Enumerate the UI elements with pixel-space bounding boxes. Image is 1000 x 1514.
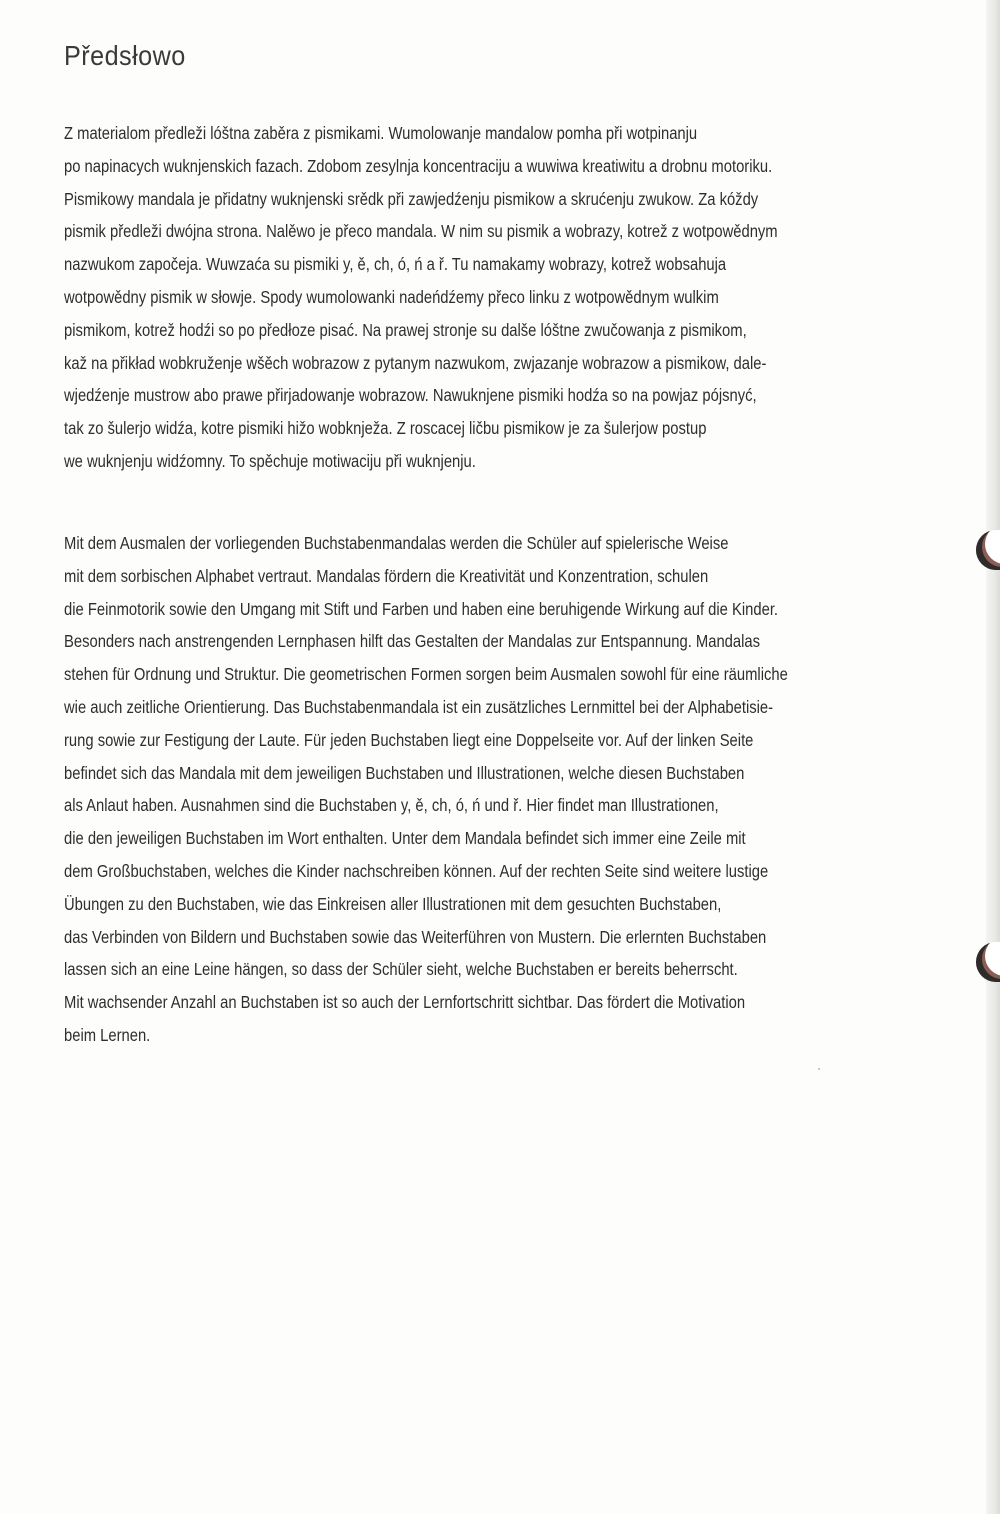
binder-hole-top [976,530,1000,570]
sorbian-line: kaž na přikład wobkruženje wšěch wobrazow z pytanym nazwukom, zwjazanje wobrazow a pismikow, dale- [64,352,767,373]
german-line: stehen für Ordnung und Struktur. Die geometrischen Formen sorgen beim Ausmalen sowohl für eine räumliche [64,664,788,685]
german-line: rung sowie zur Festigung der Laute. Für jeden Buchstaben liegt eine Doppelseite vor. Auf der linken Seite [64,729,754,750]
german-line: Mit dem Ausmalen der vorliegenden Buchstabenmandalas werden die Schüler auf spielerische Weise [64,533,729,553]
german-line: wie auch zeitliche Orientierung. Das Buchstabenmandala ist ein zusätzliches Lernmittel bei der Alphabetisie- [64,696,774,717]
sorbian-paragraph [64,117,924,478]
german-line: beim Lernen. [64,1024,151,1045]
german-line: befindet sich das Mandala mit dem jeweiligen Buchstaben und Illustrationen, welche diesen Buchstaben [64,762,745,783]
sorbian-line: we wuknjenju widźomny. To spěchuje motiwaciju při wuknjenju. [64,450,476,471]
german-paragraph [64,527,924,1052]
german-line: das Verbinden von Bildern und Buchstaben sowie das Weiterführen von Mustern. Die erlernten Buchstaben [64,926,767,947]
german-line: die Feinmotorik sowie den Umgang mit Stift und Farben und haben eine beruhigende Wirkung auf die Kinder. [64,598,779,619]
german-line: die den jeweiligen Buchstaben im Wort enthalten. Unter dem Mandala befindet sich immer eine Zeile mit [64,828,746,849]
page-edge [986,0,1000,1514]
sorbian-line: tak zo šulerjo widźa, kotre pismiki hižo wobknježa. Z roscacej ličbu pismikow je za šulerjow postup [64,418,707,439]
sorbian-line: Pismikowy mandala je přidatny wuknjenski srědk při zawjedźenju pismikow a skrućenju zwukow. Za kóždy [64,188,759,209]
german-line: Mit wachsender Anzahl an Buchstaben ist so auch der Lernfortschritt sichtbar. Das fördert die Motivation [64,992,746,1013]
german-line: als Anlaut haben. Ausnahmen sind die Buchstaben y, ě, ch, ó, ń und ř. Hier findet man Illustrationen, [64,795,719,816]
sorbian-line: wjedźenje mustrow abo prawe přirjadowanje wobrazow. Nawuknjene pismiki hodźa so na powjaz pójsnyć, [64,385,757,406]
german-line: Besonders nach anstrengenden Lernphasen hilft das Gestalten der Mandalas zur Entspannung. Mandalas [64,631,761,652]
binder-hole-bottom [976,942,1000,982]
german-line: dem Großbuchstaben, welches die Kinder nachschreiben können. Auf der rechten Seite sind weitere lustige [64,860,769,881]
sorbian-line: nazwukom započeja. Wuwzaća su pismiki y, ě, ch, ó, ń a ř. Tu namakamy wobrazy, kotrež wobsahuja [64,254,727,275]
sorbian-line: pismik předleži dwójna strona. Nalěwo je přeco mandala. W nim su pismik a wobrazy, kotrež z wotpowědnym [64,221,778,242]
german-line: mit dem sorbischen Alphabet vertraut. Mandalas fördern die Kreativität und Konzentration, schulen [64,565,709,586]
sorbian-line: po napinacych wuknjenskich fazach. Zdobom zesylnja koncentraciju a wuwiwa kreatiwitu a drobnu motoriku. [64,155,773,176]
sorbian-line: wotpowědny pismik w słowje. Spody wumolowanki nadeńdźemy přeco linku z wotpowědnym wulkim [64,286,719,307]
german-line: Übungen zu den Buchstaben, wie das Einkreisen aller Illustrationen mit dem gesuchten Buchstaben, [64,893,722,914]
sorbian-line: pismikom, kotrež hodźi so po předłoze pisać. Na prawej stronje su dalše lóštne zwučowanja z pismikom, [64,319,747,340]
german-line: lassen sich an eine Leine hängen, so dass der Schüler sieht, welche Buchstaben er bereits beherrscht. [64,959,738,980]
paper-speck [818,1068,820,1070]
sorbian-line: Z materialom předleži lóštna zaběra z pismikami. Wumolowanje mandalow pomha při wotpinanju [64,123,698,143]
page-title: Předsłowo [64,40,186,71]
